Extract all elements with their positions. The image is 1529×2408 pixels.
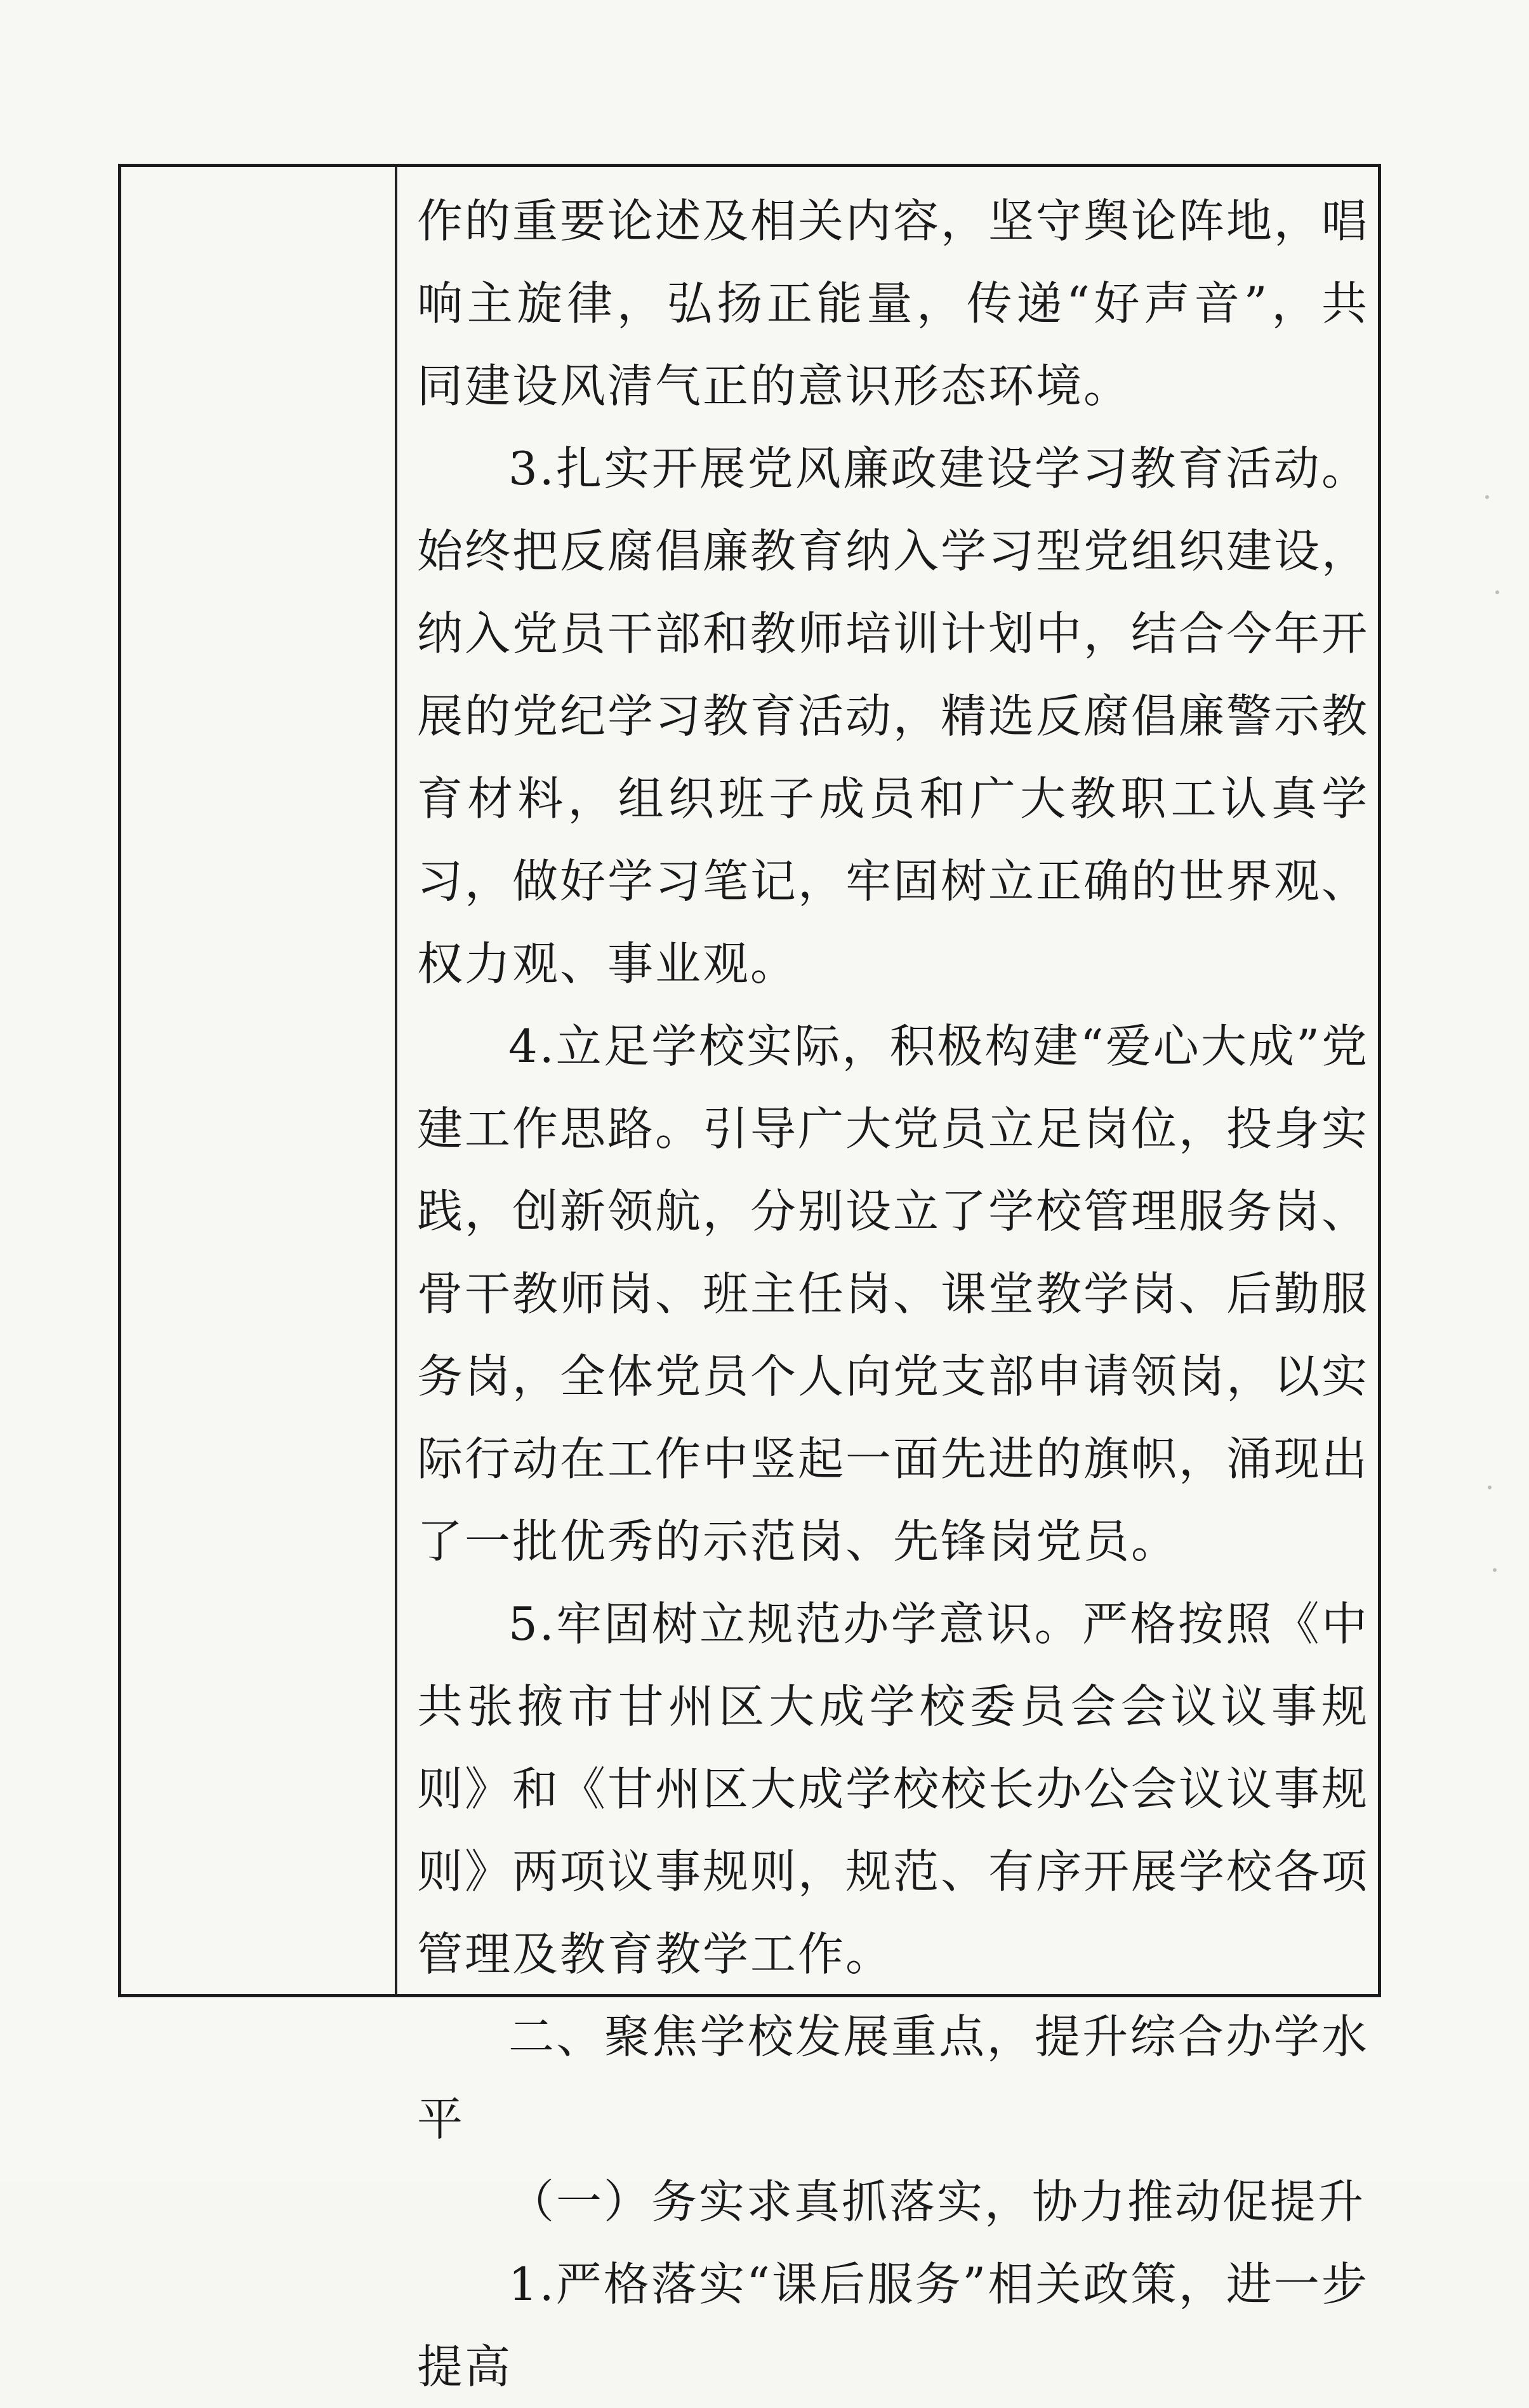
label-cell	[121, 167, 395, 1994]
paragraph-item-3: 3.扎实开展党风廉政建设学习教育活动。始终把反腐倡廉教育纳入学习型党组织建设，纳入党员干部和教师培训计划中，结合今年开展的党纪学习教育活动，精选反腐倡廉警示教育材料，组织班子成员和广大教职工认真学习，做好学习笔记，牢固树立正确的世界观、权力观、事业观。	[417, 442, 1370, 990]
paragraph-item-1: 1.严格落实“课后服务”相关政策，进一步提高	[417, 2258, 1369, 2393]
content-cell	[417, 180, 1369, 2408]
paragraph-item-4: 4.立足学校实际，积极构建“爱心大成”党建工作思路。引导广大党员立足岗位，投身实践，创新领航，分别设立了学校管理服务岗、骨干教师岗、班主任岗、课堂教学岗、后勤服务岗，全体党员个人向党支部申请领岗，以实际行动在工作中竖起一面先进的旗帜，涌现出了一批优秀的示范岗、先锋岗党员。	[417, 1020, 1370, 1568]
section-heading-2: 二、聚焦学校发展重点，提升综合办学水平	[417, 2010, 1369, 2146]
paragraph-item-5: 5.牢固树立规范办学意识。严格按照《中共张掖市甘州区大成学校委员会会议议事规则》和《甘州区大成学校校长办公会议议事规则》两项议事规则，规范、有序开展学校各项管理及教育教学工作。	[417, 1597, 1370, 1981]
scan-speck	[1495, 590, 1499, 594]
column-divider	[395, 167, 397, 1994]
scan-speck	[1485, 495, 1489, 499]
paragraph-continuation: 作的重要论述及相关内容，坚守舆论阵地，唱响主旋律，弘扬正能量，传递“好声音”，共同建设风清气正的意识形态环境。	[417, 194, 1370, 413]
form-table	[118, 164, 1381, 2393]
scan-speck	[1488, 1486, 1492, 1489]
scan-speck	[1493, 1568, 1497, 1572]
subsection-heading-1: （一）务实求真抓落实，协力推动促提升	[508, 2175, 1366, 2228]
